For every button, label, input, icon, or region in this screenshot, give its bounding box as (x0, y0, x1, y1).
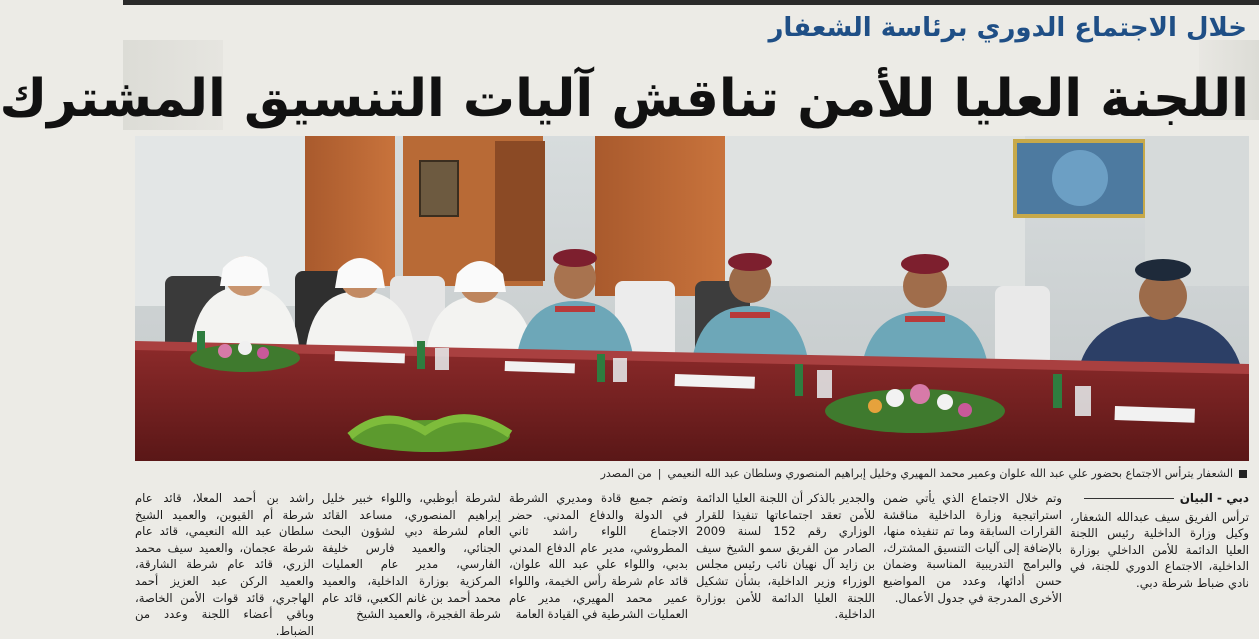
article-column-1 (1070, 490, 1249, 616)
article-column-5 (322, 490, 501, 622)
caption-source: من المصدر (600, 467, 652, 480)
article-column-6 (135, 490, 314, 638)
column-text-2: وتم خلال الاجتماع الذي يأتي ضمن استراتيجية وزارة الداخلية مناقشة القرارات السابقة وما تم تنفيذه منها، بالإضافة إلى آليات التنسيق المشترك، والبرامج التدريبية المناسبة وضمان حسن أدائها، وعدد من المواضيع الأخرى المدرجة في جدول الأعمال. (883, 491, 1062, 605)
article-column-3 (696, 490, 875, 622)
article-column-4 (509, 490, 688, 622)
flower-arrangement-center (350, 418, 510, 452)
column-text-1: ترأس الفريق سيف عبدالله الشعفار، وكيل وزارة الداخلية رئيس اللجنة العليا الدائمة للأمن الداخلي بوزارة الداخلية، الاجتماع الدوري للجنة، في نادي ضباط شرطة دبي. (1070, 509, 1249, 590)
meeting-photo (135, 136, 1249, 461)
article-dateline: دبي - البيان (1070, 490, 1249, 507)
article-headline: اللجنة العليا للأمن تناقش آليات التنسيق المشترك (0, 69, 1249, 129)
meeting-photo-illustration (135, 136, 1249, 461)
photo-caption (135, 464, 1247, 484)
column-text-4: وتضم جميع قادة ومديري الشرطة في الدولة والدفاع المدني. حضر الاجتماع اللواء راشد ثاني المطروشي، مدير عام الدفاع المدني بدبي، واللواء علي عبد الله علوان، قائد عام شرطة رأس الخيمة، واللواء عمير محمد المهيري، مدير عام العمليات الشرطية في القيادة العامة (509, 491, 688, 622)
caption-text: الشعفار يترأس الاجتماع بحضور علي عبد الله علوان وعمير محمد المهيري وخليل إبراهيم المنصوري وسلطان عبد الله النعيمي (667, 467, 1233, 480)
caption-separator: | (657, 467, 662, 480)
column-text-5: لشرطة أبوظبي، واللواء خبير خليل إبراهيم المنصوري، مساعد القائد العام لشرطة دبي لشؤون البحث الجنائي، والعميد فارس خليفة الفارسي، مدير عام العمليات المركزية بوزارة الداخلية، والعميد محمد أحمد بن غانم الكعبي، قائد عام شرطة الفجيرة، والعميد الشيخ (322, 491, 501, 622)
top-rule (123, 0, 1259, 5)
column-text-6: راشد بن أحمد المعلا، قائد عام شرطة أم القيوين، والعميد الشيخ سلطان عبد الله النعيمي، قائد عام شرطة عجمان، والعميد سيف محمد الزري، قائد عام شرطة الشارقة، والعميد الركن عبد العزيز أحمد الهاجري، قائد قوات الأمن الخاصة، وباقي أعضاء اللجنة وعدد من الضباط. (135, 491, 314, 638)
article-column-2 (883, 490, 1062, 616)
article-kicker: خلال الاجتماع الدوري برئاسة الشعفار (768, 13, 1247, 43)
column-text-3: والجدير بالذكر أن اللجنة العليا الدائمة للأمن تعقد اجتماعاتها تنفيذا للقرار الوزاري رقم 152 لسنة 2009 الصادر من الفريق سمو الشيخ سيف بن زايد آل نهيان نائب رئيس مجلس الوزراء وزير الداخلية، بشأن تشكيل اللجنة العليا الدائمة للأمن بوزارة الداخلية. (696, 491, 875, 622)
article-body (135, 490, 1249, 638)
caption-bullet (1239, 470, 1247, 478)
